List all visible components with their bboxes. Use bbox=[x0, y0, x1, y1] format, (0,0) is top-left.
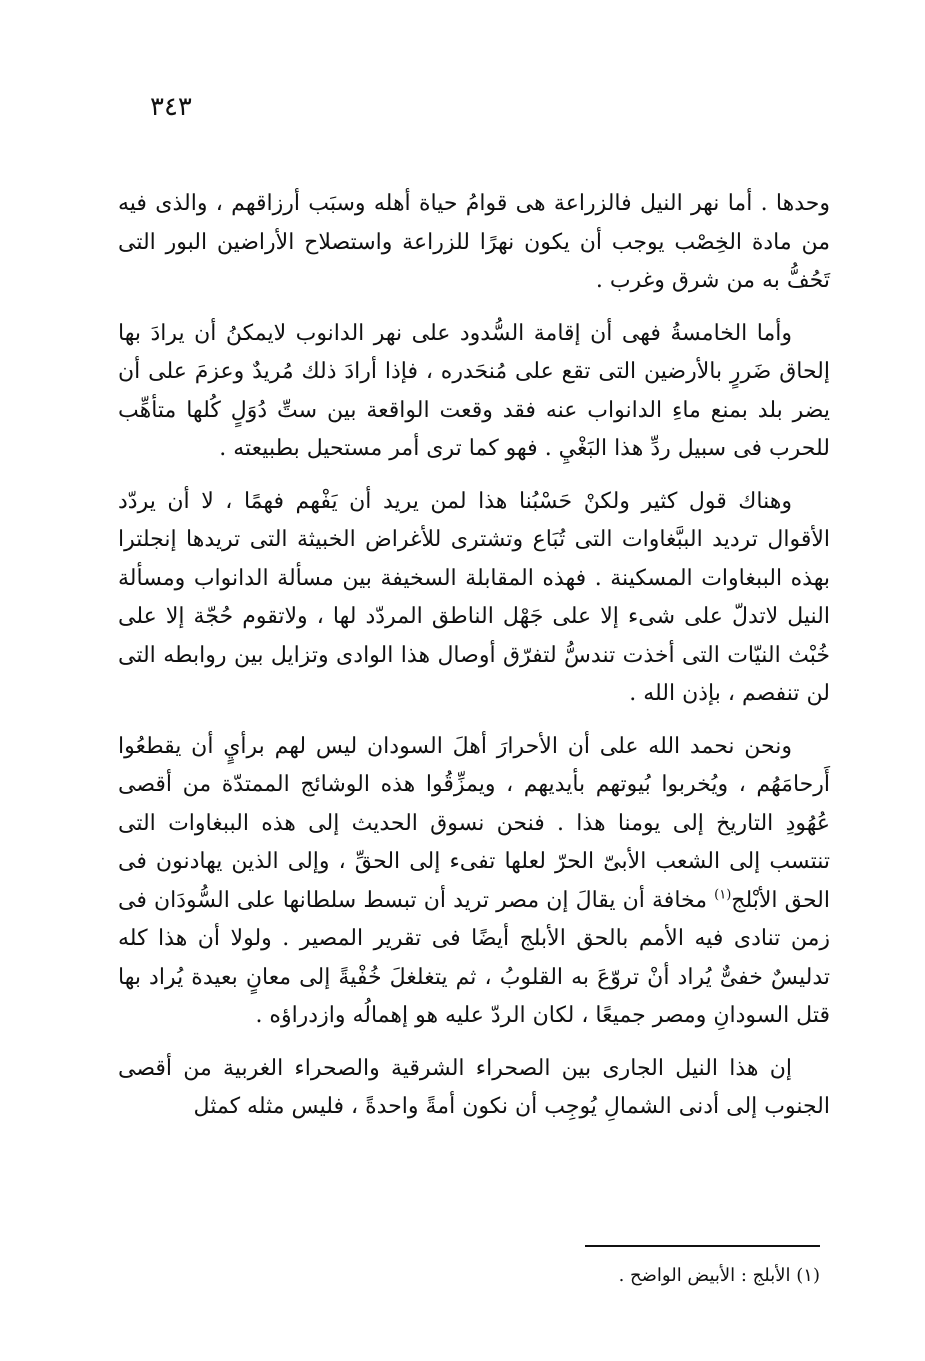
paragraph-3: وهناك قول كثير ولكنْ حَسْبُنا هذا لمن يريد أن يَفْهم فهمًا ، لا أن يردّد الأقوال ترديد الببَّغاوات التى تُبَاع وتشترى للأغراض الخبيثة التى تريدها إنجلترا بهذه الببغاوات المسكينة . فهذه المقابلة السخيفة بين مسألة الدانواب ومسألة النيل لاتدلّ على شىء إلا على جَهْل الناطق المردّد لها ، ولاتقوم حُجّة إلا على خُبْث النيّات التى أخذت تندسُّ لتفرّق أوصال هذا الوادى وتزايل بين روابطه التى لن تنفصم ، بإذن الله . bbox=[118, 488, 830, 706]
paragraph-2: وأما الخامسةُ فهى أن إقامة السُّدود على نهر الدانوب لايمكنُ أن يرادَ بها إلحاق ضَررٍ بالأرضين التى تقع على مُنحَدره ، فإذا أرادَ ذلك مُريدٌ وعزمَ على أن يضر بلد بمنع ماءِ الدانواب عنه فقد وقعت الواقعة بين ستِّ دُوَلٍ كُلها متأهِّب للحرب فى سبيل ردِّ هذا البَغْيِ . فهو كما ترى أمر مستحيل بطبيعته . bbox=[118, 320, 830, 461]
page-number: ٣٤٣ bbox=[150, 92, 192, 122]
paragraph-4 bbox=[118, 728, 830, 1036]
footnote-reference: (١) bbox=[714, 887, 732, 903]
footnote-divider bbox=[585, 1245, 820, 1247]
paragraph-1: وحدها . أما نهر النيل فالزراعة هى قوامُ حياة أهله وسبَب أرزاقهم ، والذى فيه من مادة الخِصْب يوجب أن يكون نهرًا للزراعة واستصلاح الأراضين البور التى تَحُفُّ به من شرق وغرب . bbox=[118, 191, 830, 293]
paragraph-4-text-after-ref: مخافة أن يقالَ إن مصر تريد أن تبسط سلطانها على السُّودَان فى زمن تنادى فيه الأمم بالحق الأبلج أيضًا فى تقرير المصير . ولولا أن هذا كله تدليسٌ خفىٌّ يُراد أنْ تروّعَ به القلوبُ ، ثم يتغلغلَ خُفْيةً إلى معانٍ بعيدة يُراد بها قتل السودانِ ومصر جميعًا ، لكان الردّ عليه هو إهمالُه وازدراؤه . bbox=[118, 887, 830, 1028]
paragraph-5: إن هذا النيل الجارى بين الصحراء الشرقية والصحراء الغربية من أقصى الجنوب إلى أدنى الشمالِ يُوجِب أن نكون أمةً واحدةً ، فليس مثله كمثل bbox=[118, 1055, 830, 1119]
paragraph-4-text-before-ref: ونحن نحمد الله على أن الأحرارَ أهلَ السودان ليس لهم برأيٍ أن يقطعُوا أَرحامَهُم ، ويُخربوا بُيوتهم بأيديهم ، ويمزِّقُوا هذه الوشائج الممتدّة من أقصى عُهُودِ التاريخ إلى يومنا هذا . فنحن نسوق الحديث إلى هذه الببغاوات التى تنتسب إلى الشعب الأبىّ الحرّ لعلها تفىء إلى الحقِّ ، وإلى الذين يهادنون فى الحق الأبْلج bbox=[118, 733, 831, 913]
main-text bbox=[118, 185, 830, 1141]
footnote: (١) الأبلج : الأبيض الواضح . bbox=[618, 1265, 820, 1286]
